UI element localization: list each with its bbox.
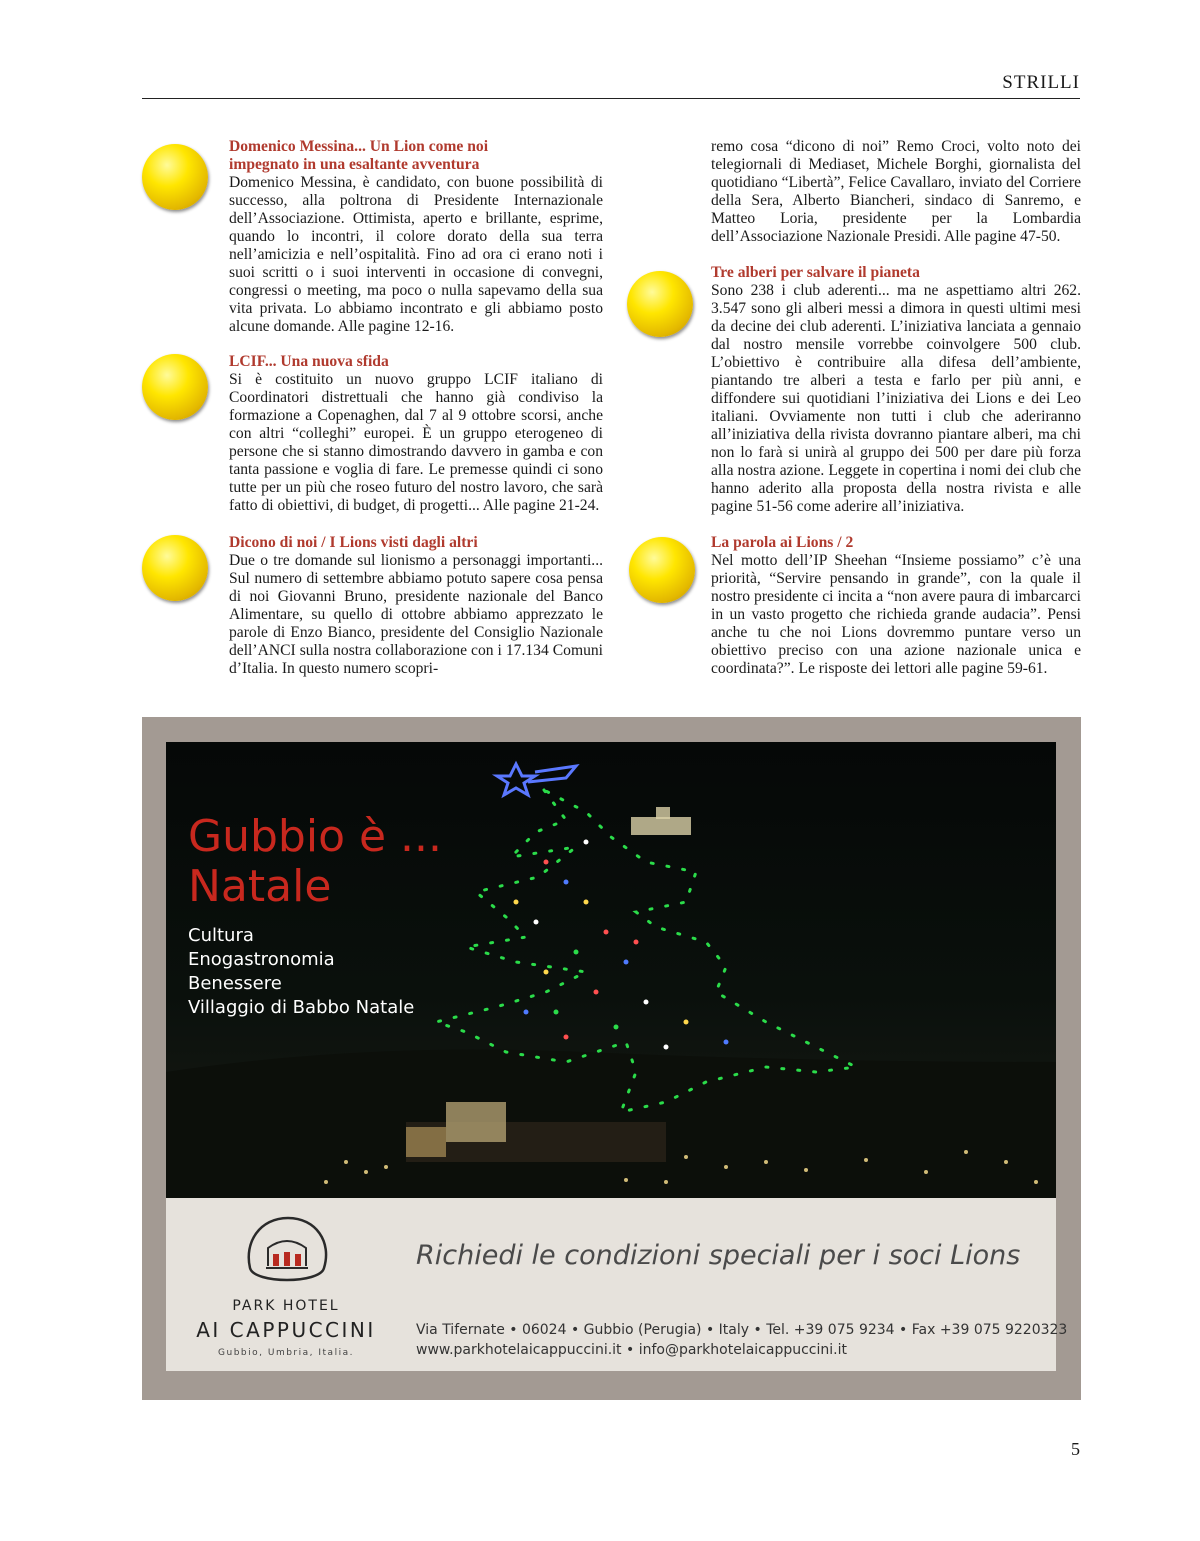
section-title: STRILLI [1002,72,1080,93]
article-body: Domenico Messina, è candidato, con buone possibilità di successo, alla poltrona di Presidente Internazionale dell’Associazione. Ottimista, aperto e brillante, esprime, quando lo incontri, il colore dorato della sua terra nell’amicizia e nell’ospitalità. Fino ad ora ci erano noti i suoi scritti o i suoi interventi in occasione di convegni, congressi o meeting, ma poco o nulla sapevamo della sua vita privata. Lo abbiamo incontrato e gli abbiamo posto alcune domande. Alle pagine 12-16. [229,174,603,335]
yellow-bullet-icon [627,271,693,337]
article-messina [229,138,603,336]
contact-web: www.parkhotelaicappuccini.it • info@parkhotelaicappuccini.it [416,1342,847,1358]
ad-info-panel [166,1198,1068,1371]
ad-title: Gubbio è ... Natale [188,811,442,912]
ad-feature-item: Cultura [188,925,254,946]
article-title: La parola ai Lions / 2 [711,534,854,551]
yellow-bullet-icon [142,354,208,420]
article-parola-ai-lions [711,534,1081,678]
gubbio-christmas-tree-photo [166,742,1056,1198]
article-body: Sono 238 i club aderenti... ma ne aspettiamo altri 262. 3.547 sono gli alberi messi a dimora in questi ultimi mesi da decine dei club aderenti. L’iniziativa lanciata a gennaio dal nostro mensile vorrebbe coinvolgere 500 club. L’obiettivo è contribuire alla difesa dell’ambiente, piantando tre alberi a testa e farlo per più anni, e diffondere sui quotidiani l’iniziativa dei Lions e dei Leo italiani. Ovviamente non tutti i club che aderiranno all’iniziativa della rivista dovranno piantare alberi, ma chi non lo farà si unirà al gruppo dei 500 per dare più forza alla nostra azione. Leggete in copertina i nomi dei club che hanno aderito alla proposta della nostra rivista e alle pagine 51-56 come aderire all’iniziativa. [711,282,1081,515]
contact-address: Via Tifernate • 06024 • Gubbio (Perugia) • Italy • Tel. +39 075 9234 • Fax +39 075 9220323 [416,1322,1068,1338]
article-dicono-di-noi-continued [711,138,1081,246]
ad-tagline: Richiedi le condizioni speciali per i soci Lions [416,1240,1021,1271]
yellow-bullet-icon [142,535,208,601]
article-body: Si è costituito un nuovo gruppo LCIF italiano di Coordinatori distrettuali che hanno già condiviso la formazione a Copenaghen, dal 7 al 9 ottobre scorsi, anche con altri “colleghi” europei. È un gruppo eterogeneo di persone che si stanno dimostrando davvero in gamba e con tanta passione e voglia di fare. Le premesse quindi ci sono tutte per un più che roseo futuro del nostro lavoro, che sarà fatto di obiettivi, di budget, di progetti... Alle pagine 21-24. [229,371,603,514]
article-body: Nel motto dell’IP Sheehan “Insieme possiamo” c’è una priorità, “Servire pensando in grande”, con la quale il nostro presidente ci incita a “non avere paura di imbarcarci in un vasto progetto che richieda grande audacia”. Pensi anche tu che noi Lions dovremmo puntare verso un obiettivo preciso con una azione nazionale unica e coordinata?”. Le risposte dei lettori alle pagine 59-61. [711,552,1081,677]
hotel-name-top: PARK HOTEL [232,1298,340,1314]
yellow-bullet-icon [142,144,208,210]
ad-feature-item: Benessere [188,973,282,994]
article-tre-alberi [711,264,1081,516]
article-title: Domenico Messina... Un Lion come noi impegnato in una esaltante avventura [229,138,489,173]
hotel-logo-icon [240,1212,334,1288]
article-lcif [229,353,603,515]
hotel-name: AI CAPPUCCINI [196,1318,376,1342]
ad-contact-info [416,1320,1067,1360]
article-title: Dicono di noi / I Lions visti dagli altri [229,534,478,551]
header-rule [142,98,1080,99]
article-dicono-di-noi [229,534,603,678]
ad-feature-item: Enogastronomia [188,949,335,970]
article-title: Tre alberi per salvare il pianeta [711,264,920,281]
article-title: LCIF... Una nuova sfida [229,353,389,370]
ad-feature-item: Villaggio di Babbo Natale [188,997,415,1018]
page-number: 5 [1071,1439,1080,1459]
yellow-bullet-icon [629,537,695,603]
article-body: Due o tre domande sul lionismo a personaggi importanti... Sul numero di settembre abbiamo potuto sapere cosa pensa di noi Giovanni Bruno, presidente nazionale del Banco Alimentare, su quello di ottobre abbiamo apprezzato le parole di Enzo Bianco, presidente del Consiglio Nazionale dell’ANCI sulla nostra collaborazione con i 17.134 Comuni d’Italia. In questo numero scopri- [229,552,603,677]
article-body: remo cosa “dicono di noi” Remo Croci, volto noto dei telegiornali di Mediaset, Michele Borghi, giornalista del quotidiano “Libertà”, Felice Cavallaro, inviato del Corriere della Sera, Alberto Biancheri, sindaco di Sanremo, e Matteo Loria, presidente per la Lombardia dell’Associazione Nazionale Presidi. Alle pagine 47-50. [711,138,1081,245]
hotel-location: Gubbio, Umbria, Italia. [218,1348,354,1358]
ad-features-list [188,924,414,1020]
